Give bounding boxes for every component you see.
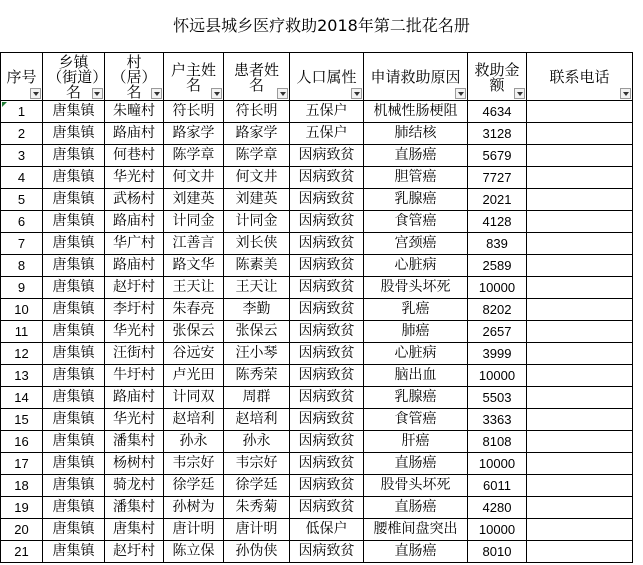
cell-household-head[interactable]: 符长明 [164,101,224,123]
cell-amount[interactable]: 2021 [468,189,527,211]
cell-phone[interactable] [527,145,633,167]
cell-seq[interactable]: 5 [1,189,43,211]
cell-amount[interactable]: 5679 [468,145,527,167]
cell-village[interactable]: 牛圩村 [105,365,164,387]
column-header-village [105,53,164,101]
table-row [1,387,633,409]
cell-phone[interactable] [527,541,633,563]
cell-amount[interactable]: 2589 [468,255,527,277]
cell-seq[interactable]: 7 [1,233,43,255]
cell-town[interactable]: 唐集镇 [43,497,105,519]
header-row [1,53,633,101]
cell-seq[interactable]: 18 [1,475,43,497]
filter-dropdown-icon[interactable] [211,88,222,99]
cell-household-head[interactable]: 孙永 [164,431,224,453]
cell-phone[interactable] [527,387,633,409]
cell-patient[interactable]: 周群 [224,387,290,409]
cell-household-head[interactable]: 路文华 [164,255,224,277]
cell-seq[interactable]: 16 [1,431,43,453]
cell-phone[interactable] [527,431,633,453]
filter-dropdown-icon[interactable] [455,88,466,99]
table-row [1,123,633,145]
cell-phone[interactable] [527,123,633,145]
cell-town[interactable]: 唐集镇 [43,453,105,475]
cell-village[interactable]: 何巷村 [105,145,164,167]
cell-reason[interactable]: 股骨头坏死 [364,277,468,299]
table-row [1,519,633,541]
cell-household-head[interactable]: 徐学廷 [164,475,224,497]
cell-patient[interactable]: 刘长侠 [224,233,290,255]
column-header-label: 乡镇（街道）名 [47,53,100,101]
cell-patient[interactable]: 张保云 [224,321,290,343]
cell-amount[interactable]: 10000 [468,365,527,387]
cell-population-type[interactable]: 因病致贫 [290,497,364,519]
cell-town[interactable]: 唐集镇 [43,123,105,145]
cell-population-type[interactable]: 五保户 [290,101,364,123]
cell-village[interactable]: 朱疃村 [105,101,164,123]
cell-village[interactable]: 华光村 [105,167,164,189]
cell-population-type[interactable]: 因病致贫 [290,277,364,299]
cell-phone[interactable] [527,409,633,431]
cell-patient[interactable]: 路家学 [224,123,290,145]
cell-population-type[interactable]: 因病致贫 [290,233,364,255]
cell-population-type[interactable]: 因病致贫 [290,211,364,233]
table-row [1,409,633,431]
cell-town[interactable]: 唐集镇 [43,409,105,431]
table-row [1,101,633,123]
cell-phone[interactable] [527,211,633,233]
cell-amount[interactable]: 8010 [468,541,527,563]
cell-reason[interactable]: 直肠癌 [364,541,468,563]
cell-patient[interactable]: 赵培利 [224,409,290,431]
cell-village[interactable]: 路庙村 [105,387,164,409]
cell-patient[interactable]: 计同金 [224,211,290,233]
cell-town[interactable]: 唐集镇 [43,167,105,189]
table-row [1,233,633,255]
cell-reason[interactable]: 直肠癌 [364,453,468,475]
table-row [1,497,633,519]
table-row [1,255,633,277]
column-header-label: 申请救助原因 [370,68,461,86]
table-row [1,189,633,211]
cell-village[interactable]: 骑龙村 [105,475,164,497]
cell-population-type[interactable]: 因病致贫 [290,409,364,431]
cell-village[interactable]: 武杨村 [105,189,164,211]
cell-seq[interactable]: 6 [1,211,43,233]
cell-town[interactable]: 唐集镇 [43,277,105,299]
cell-reason[interactable]: 股骨头坏死 [364,475,468,497]
cell-household-head[interactable]: 陈学章 [164,145,224,167]
cell-village[interactable]: 赵圩村 [105,277,164,299]
cell-seq[interactable]: 21 [1,541,43,563]
cell-phone[interactable] [527,365,633,387]
table-row [1,277,633,299]
cell-town[interactable]: 唐集镇 [43,343,105,365]
column-header-label: 户主姓名 [170,60,216,94]
cell-population-type[interactable]: 因病致贫 [290,453,364,475]
cell-population-type[interactable]: 因病致贫 [290,365,364,387]
cell-patient[interactable]: 陈秀荣 [224,365,290,387]
cell-reason[interactable]: 胆管癌 [364,167,468,189]
cell-phone[interactable] [527,233,633,255]
cell-household-head[interactable]: 朱春亮 [164,299,224,321]
cell-population-type[interactable]: 因病致贫 [290,299,364,321]
cell-seq[interactable]: 10 [1,299,43,321]
cell-patient[interactable]: 王天让 [224,277,290,299]
column-header-label: 救助金额 [474,60,520,94]
cell-population-type[interactable]: 因病致贫 [290,431,364,453]
cell-seq[interactable]: 12 [1,343,43,365]
table-body [1,101,633,563]
cell-household-head[interactable]: 谷远安 [164,343,224,365]
column-header-patient [224,53,290,101]
cell-reason[interactable]: 腰椎间盘突出 [364,519,468,541]
cell-household-head[interactable]: 刘建英 [164,189,224,211]
column-header-amount [468,53,527,101]
cell-phone[interactable] [527,453,633,475]
filter-dropdown-icon[interactable] [151,88,162,99]
cell-reason[interactable]: 脑出血 [364,365,468,387]
cell-village[interactable]: 华光村 [105,321,164,343]
filter-dropdown-icon[interactable] [92,88,103,99]
cell-village[interactable]: 赵圩村 [105,541,164,563]
cell-seq[interactable]: 15 [1,409,43,431]
cell-population-type[interactable]: 因病致贫 [290,387,364,409]
cell-reason[interactable]: 机械性肠梗阻 [364,101,468,123]
cell-amount[interactable]: 5503 [468,387,527,409]
cell-town[interactable]: 唐集镇 [43,475,105,497]
cell-amount[interactable]: 8108 [468,431,527,453]
cell-village[interactable]: 李圩村 [105,299,164,321]
cell-village[interactable]: 潘集村 [105,497,164,519]
cell-patient[interactable]: 唐计明 [224,519,290,541]
cell-amount[interactable]: 10000 [468,277,527,299]
cell-amount[interactable]: 6011 [468,475,527,497]
cell-reason[interactable]: 乳腺癌 [364,387,468,409]
column-header-phone [527,53,633,101]
cell-town[interactable]: 唐集镇 [43,365,105,387]
cell-reason[interactable]: 心脏病 [364,255,468,277]
cell-seq[interactable]: 3 [1,145,43,167]
cell-seq[interactable]: 9 [1,277,43,299]
table-row [1,211,633,233]
cell-household-head[interactable]: 计同金 [164,211,224,233]
table-row [1,541,633,563]
cell-seq[interactable]: 2 [1,123,43,145]
cell-village[interactable]: 杨树村 [105,453,164,475]
cell-population-type[interactable]: 因病致贫 [290,255,364,277]
cell-phone[interactable] [527,189,633,211]
cell-population-type[interactable]: 因病致贫 [290,541,364,563]
cell-reason[interactable]: 直肠癌 [364,145,468,167]
cell-town[interactable]: 唐集镇 [43,189,105,211]
cell-amount[interactable]: 10000 [468,453,527,475]
cell-phone[interactable] [527,101,633,123]
cell-village[interactable]: 汪街村 [105,343,164,365]
cell-household-head[interactable]: 路家学 [164,123,224,145]
cell-household-head[interactable]: 卢光田 [164,365,224,387]
cell-household-head[interactable]: 张保云 [164,321,224,343]
cell-population-type[interactable]: 因病致贫 [290,343,364,365]
filter-dropdown-icon[interactable] [351,88,362,99]
cell-patient[interactable]: 孙永 [224,431,290,453]
table-row [1,453,633,475]
cell-phone[interactable] [527,277,633,299]
cell-household-head[interactable]: 韦宗好 [164,453,224,475]
cell-town[interactable]: 唐集镇 [43,101,105,123]
cell-amount[interactable]: 3999 [468,343,527,365]
cell-patient[interactable]: 陈素美 [224,255,290,277]
cell-village[interactable]: 华广村 [105,233,164,255]
cell-household-head[interactable]: 陈立保 [164,541,224,563]
cell-population-type[interactable]: 因病致贫 [290,475,364,497]
cell-phone[interactable] [527,519,633,541]
cell-amount[interactable]: 7727 [468,167,527,189]
cell-patient[interactable]: 朱秀菊 [224,497,290,519]
cell-comment-marker [2,102,7,107]
cell-reason[interactable]: 宫颈癌 [364,233,468,255]
table-row [1,431,633,453]
cell-seq[interactable]: 19 [1,497,43,519]
table-row [1,145,633,167]
cell-household-head[interactable]: 计同双 [164,387,224,409]
cell-patient[interactable]: 李勤 [224,299,290,321]
cell-amount[interactable]: 4280 [468,497,527,519]
cell-reason[interactable]: 乳癌 [364,299,468,321]
column-header-label: 联系电话 [549,68,610,86]
filter-dropdown-icon[interactable] [514,88,525,99]
cell-phone[interactable] [527,167,633,189]
cell-reason[interactable]: 肺癌 [364,321,468,343]
filter-dropdown-icon[interactable] [30,88,41,99]
cell-reason[interactable]: 食管癌 [364,211,468,233]
cell-household-head[interactable]: 孙树为 [164,497,224,519]
cell-amount[interactable]: 2657 [468,321,527,343]
column-header-seq [1,53,43,101]
cell-town[interactable]: 唐集镇 [43,321,105,343]
filter-dropdown-icon[interactable] [620,88,631,99]
column-header-label: 村（居）名 [111,53,157,101]
cell-patient[interactable]: 汪小琴 [224,343,290,365]
column-header-label: 人口属性 [296,68,357,86]
cell-seq[interactable]: 4 [1,167,43,189]
cell-household-head[interactable]: 何文井 [164,167,224,189]
cell-town[interactable]: 唐集镇 [43,145,105,167]
cell-village[interactable]: 路庙村 [105,123,164,145]
table-row [1,475,633,497]
column-header-population-type [290,53,364,101]
cell-population-type[interactable]: 因病致贫 [290,189,364,211]
cell-reason[interactable]: 食管癌 [364,409,468,431]
cell-town[interactable]: 唐集镇 [43,519,105,541]
cell-village[interactable]: 路庙村 [105,211,164,233]
cell-seq[interactable]: 20 [1,519,43,541]
cell-patient[interactable]: 徐学廷 [224,475,290,497]
cell-population-type[interactable]: 低保户 [290,519,364,541]
cell-seq[interactable]: 8 [1,255,43,277]
cell-population-type[interactable]: 因病致贫 [290,145,364,167]
cell-town[interactable]: 唐集镇 [43,387,105,409]
cell-phone[interactable] [527,299,633,321]
table-row [1,343,633,365]
cell-town[interactable]: 唐集镇 [43,431,105,453]
cell-amount[interactable]: 4128 [468,211,527,233]
cell-reason[interactable]: 肝癌 [364,431,468,453]
cell-population-type[interactable]: 五保户 [290,123,364,145]
cell-village[interactable]: 路庙村 [105,255,164,277]
cell-village[interactable]: 潘集村 [105,431,164,453]
sheet-title: 怀远县城乡医疗救助2018年第二批花名册 [173,16,470,35]
cell-seq[interactable]: 1 [1,101,43,123]
cell-amount[interactable]: 3128 [468,123,527,145]
column-header-reason [364,53,468,101]
table-row [1,167,633,189]
cell-phone[interactable] [527,321,633,343]
cell-town[interactable]: 唐集镇 [43,211,105,233]
cell-town[interactable]: 唐集镇 [43,255,105,277]
column-header-label: 患者姓名 [233,60,279,94]
cell-phone[interactable] [527,255,633,277]
cell-town[interactable]: 唐集镇 [43,299,105,321]
cell-seq[interactable]: 13 [1,365,43,387]
cell-household-head[interactable]: 江善言 [164,233,224,255]
cell-amount[interactable]: 4634 [468,101,527,123]
cell-phone[interactable] [527,343,633,365]
data-table [0,52,633,563]
column-header-household-head [164,53,224,101]
cell-amount[interactable]: 8202 [468,299,527,321]
cell-seq[interactable]: 17 [1,453,43,475]
table-row [1,365,633,387]
cell-amount[interactable]: 3363 [468,409,527,431]
cell-population-type[interactable]: 因病致贫 [290,167,364,189]
cell-phone[interactable] [527,475,633,497]
cell-patient[interactable]: 陈学章 [224,145,290,167]
cell-town[interactable]: 唐集镇 [43,541,105,563]
cell-reason[interactable]: 直肠癌 [364,497,468,519]
cell-seq[interactable]: 14 [1,387,43,409]
cell-patient[interactable]: 何文井 [224,167,290,189]
cell-household-head[interactable]: 赵培利 [164,409,224,431]
cell-reason[interactable]: 心脏病 [364,343,468,365]
cell-seq[interactable]: 11 [1,321,43,343]
cell-phone[interactable] [527,497,633,519]
cell-patient[interactable]: 韦宗好 [224,453,290,475]
column-header-town [43,53,105,101]
cell-population-type[interactable]: 因病致贫 [290,321,364,343]
column-header-label: 序号 [6,68,37,86]
cell-reason[interactable]: 乳腺癌 [364,189,468,211]
table-row [1,299,633,321]
cell-patient[interactable]: 孙伪侠 [224,541,290,563]
cell-amount[interactable]: 10000 [468,519,527,541]
table-row [1,321,633,343]
cell-patient[interactable]: 刘建英 [224,189,290,211]
filter-dropdown-icon[interactable] [277,88,288,99]
cell-village[interactable]: 华光村 [105,409,164,431]
cell-household-head[interactable]: 王天让 [164,277,224,299]
cell-village[interactable]: 唐集村 [105,519,164,541]
cell-town[interactable]: 唐集镇 [43,233,105,255]
cell-household-head[interactable]: 唐计明 [164,519,224,541]
cell-reason[interactable]: 肺结核 [364,123,468,145]
cell-amount[interactable]: 839 [468,233,527,255]
cell-patient[interactable]: 符长明 [224,101,290,123]
